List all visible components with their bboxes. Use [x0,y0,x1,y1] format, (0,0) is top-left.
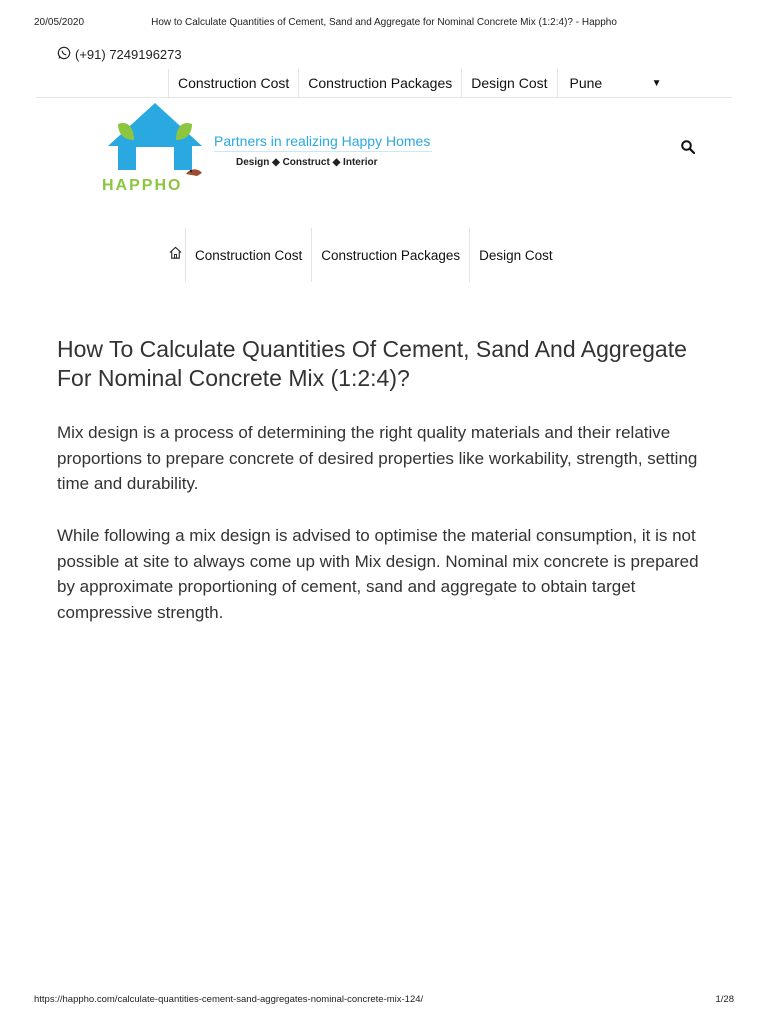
phone-contact[interactable] [57,46,182,63]
article-paragraph: While following a mix design is advised to optimise the material consumption, it is not possible at site to always come up with Mix design. Nominal mix concrete is prepared by approximate proportioning of cement, sand and aggregate to obtain target compressive strength. [57,526,699,622]
search-icon[interactable] [680,139,696,155]
main-nav-design-cost[interactable]: Design Cost [469,228,562,282]
top-nav-construction-packages[interactable]: Construction Packages [298,69,461,97]
print-page-number: 1/28 [715,994,734,1005]
main-nav-construction-cost[interactable]: Construction Cost [185,228,311,282]
header-divider [36,97,732,98]
whatsapp-icon [57,46,71,63]
print-title: How to Calculate Quantities of Cement, Sand and Aggregate for Nominal Concrete Mix (1:2:4)? - Happho [151,17,617,28]
main-navigation [166,228,562,282]
top-navigation [168,69,666,97]
print-date: 20/05/2020 [34,17,85,28]
city-selector-value: Pune [569,75,603,91]
phone-number: (+91) 7249196273 [75,47,182,62]
brand-subtagline: Design ◆ Construct ◆ Interior [236,157,378,168]
print-footer-url: https://happho.com/calculate-quantities-cement-sand-aggregates-nominal-concrete-mix-124/ [34,994,424,1005]
main-nav-construction-packages[interactable]: Construction Packages [311,228,469,282]
chevron-down-icon: ▼ [651,77,662,89]
article-title: How To Calculate Quantities Of Cement, Sand And Aggregate For Nominal Concrete Mix (1:2:4)? [57,336,687,391]
top-nav-construction-cost[interactable]: Construction Cost [168,69,298,97]
tagline-divider [214,151,432,152]
article-paragraph: Mix design is a process of determining the right quality materials and their relative proportions to prepare concrete of desired properties like workability, strength, setting time and durability. [57,423,698,493]
brand-name: HAPPHO [102,177,183,194]
home-icon [168,245,183,265]
top-nav-design-cost[interactable]: Design Cost [461,69,556,97]
city-selector[interactable] [557,69,666,97]
brand-tagline: Partners in realizing Happy Homes [214,133,431,149]
home-link[interactable] [166,228,185,282]
